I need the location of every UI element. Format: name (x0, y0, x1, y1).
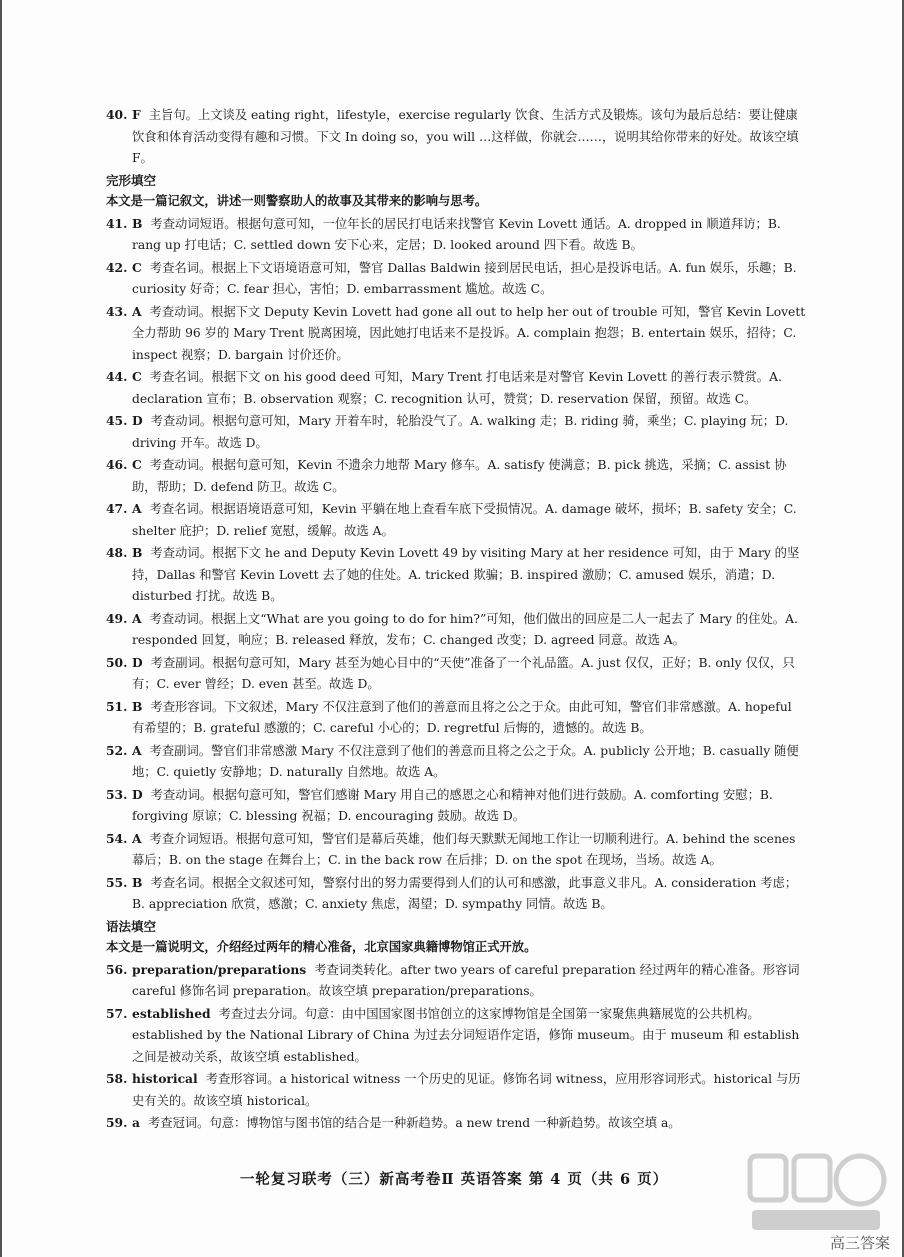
item-body (132, 454, 806, 498)
item-body (132, 696, 806, 740)
answer-content (106, 104, 806, 1135)
item-answer: B (132, 874, 143, 890)
item-number: 51. (106, 698, 128, 714)
item-explanation: 考查名词。根据下文 on his good deed 可知，Mary Trent 打电话来是对警官 Kevin Lovett 的善行表示赞赏。A. declaration 宣布；B. observation 观察；C. recognition 认可，赞赏；D. reservation 保留，预留。故选 C。 (132, 370, 782, 406)
section-title-grammar: 语法填空 (106, 918, 157, 934)
item-answer: historical (132, 1071, 198, 1086)
answer-item (106, 498, 806, 542)
item-body (132, 784, 806, 828)
item-answer: A (132, 610, 142, 626)
item-answer: C (132, 369, 142, 384)
answer-item (106, 366, 806, 410)
item-explanation: 考查动词。根据句意可知，警官们感谢 Mary 用自己的感恩之心和精神对他们进行鼓励。A. comforting 安慰；B. forgiving 原谅；C. blessing 祝福；D. encouraging 鼓励。故选 D。 (132, 787, 773, 823)
item-answer: B (132, 698, 143, 714)
item-body (132, 959, 806, 1003)
item-body (132, 740, 806, 784)
answer-item (106, 608, 806, 652)
item-number: 45. (106, 413, 128, 428)
section-intro-cloze: 本文是一篇记叙文，讲述一则警察助人的故事及其带来的影响与思考。 (106, 194, 488, 208)
item-number: 54. (106, 830, 128, 846)
item-answer: A (132, 303, 142, 319)
item-number: 50. (106, 654, 128, 670)
item-explanation: 考查词类转化。after two years of careful preparation 经过两年的精心准备。形容词 careful 修饰名词 preparation。故该空填 preparation/preparations。 (132, 962, 800, 998)
item-body (132, 366, 806, 410)
item-answer: established (132, 1005, 211, 1021)
item-body (132, 257, 806, 301)
answer-item (106, 1112, 806, 1135)
item-explanation: 考查动词短语。根据句意可知，一位年长的居民打电话来找警官 Kevin Lovett 通话。A. dropped in 顺道拜访；B. rang up 打电话；C. settled down 安下心来，定居；D. looked around 四下看。故选 B。 (132, 216, 781, 252)
watermark-caption: 高三答案 (830, 1234, 891, 1252)
item-body (132, 828, 806, 872)
item-explanation: 考查形容词。下文叙述，Mary 不仅注意到了他们的善意而且将之公之于众。由此可知，警官们非常感激。A. hopeful 有希望的；B. grateful 感激的；C. careful 小心的；D. regretful 后悔的，遗憾的。故选 B。 (132, 699, 792, 735)
item-explanation: 考查过去分词。句意：由中国国家图书馆创立的这家博物馆是全国第一家聚焦典籍展览的公共机构。established by the National Library of China 为过去分词短语作定语，修饰 museum。由于 museum 和 establish 之间是被动关系，故该空填 established。 (132, 1006, 800, 1064)
item-answer: F (132, 107, 141, 122)
item-number: 41. (106, 215, 128, 231)
item-body (132, 301, 806, 367)
item-body (132, 498, 806, 542)
item-body (132, 1112, 806, 1135)
answer-item (106, 652, 806, 696)
answer-list-grammar (106, 959, 806, 1135)
answer-item (106, 784, 806, 828)
answer-item (106, 959, 806, 1003)
answer-item (106, 1068, 806, 1112)
item-answer: A (132, 830, 142, 846)
item-number: 48. (106, 545, 128, 560)
item-number: 49. (106, 610, 128, 626)
answer-item (106, 1003, 806, 1069)
item-explanation: 考查名词。根据语境语意可知，Kevin 平躺在地上查看车底下受损情况。A. damage 破坏，损坏；B. safety 安全；C. shelter 庇护；D. relief 宽慰，缓解。故选 A。 (132, 502, 797, 538)
answer-item (106, 454, 806, 498)
item-explanation: 考查形容词。a historical witness 一个历史的见证。修饰名词 witness，应用形容词形式。historical 与历史有关的。故该空填 historical。 (132, 1072, 801, 1108)
item-explanation: 考查动词。根据句意可知，Kevin 不遗余力地帮 Mary 修车。A. satisfy 使满意；B. pick 挑选，采摘；C. assist 协助，帮助；D. defend 防卫。故选 C。 (132, 458, 787, 494)
answer-item (106, 828, 806, 872)
item-explanation: 考查动词。根据下文 Deputy Kevin Lovett had gone all out to help her out of trouble 可知，警官 Kevin Lovett 全力帮助 96 岁的 Mary Trent 脱离困境，因此她打电话来不是投诉。A. complain 抱怨；B. entertain 娱乐，招待；C. inspect 视察；D. bargain 讨价还价。 (132, 304, 806, 362)
answer-item (106, 872, 806, 916)
item-body (132, 542, 806, 608)
item-number: 56. (106, 961, 128, 977)
answer-item (106, 696, 806, 740)
item-number: 59. (106, 1115, 128, 1130)
item-number: 43. (106, 303, 128, 319)
item-body (132, 410, 806, 454)
answer-item (106, 542, 806, 608)
item-number: 46. (106, 457, 128, 472)
answer-item (106, 740, 806, 784)
item-answer: preparation/preparations (132, 961, 307, 977)
item-answer: A (132, 501, 142, 516)
answer-item (106, 410, 806, 454)
item-answer: a (132, 1115, 140, 1130)
item-answer: D (132, 413, 143, 428)
item-body (132, 652, 806, 696)
item-number: 55. (106, 874, 128, 890)
item-number: 52. (106, 742, 128, 758)
item-number: 57. (106, 1005, 128, 1021)
answer-list-cloze (106, 213, 806, 916)
item-answer: D (132, 654, 143, 670)
item-body (132, 872, 806, 916)
section-intro-grammar: 本文是一篇说明文，介绍经过两年的精心准备，北京国家典籍博物馆正式开放。 (106, 940, 537, 954)
item-explanation: 考查动词。根据下文 he and Deputy Kevin Lovett 49 by visiting Mary at her residence 可知，由于 Mary 的坚持，Dallas 和警官 Kevin Lovett 去了她的住处。A. tricked 欺骗；B. inspired 激励；C. amused 娱乐，消遣；D. disturbed 打扰。故选 B。 (132, 546, 800, 603)
item-explanation: 考查动词。根据句意可知，Mary 开着车时，轮胎没气了。A. walking 走；B. riding 骑，乘坐；C. playing 玩；D. driving 开车。故选 D。 (132, 414, 789, 450)
item-explanation: 考查动词。根据上文“What are you going to do for him?”可知，他们做出的回应是二人一起去了 Mary 的住处。A. responded 回复，响应；B. released 释放，发布；C. changed 改变；D. agreed 同意。故选 A。 (132, 611, 798, 647)
item-explanation: 考查介词短语。根据句意可知，警官们是幕后英雄，他们每天默默无闻地工作让一切顺利进行。A. behind the scenes 幕后；B. on the stage 在舞台上；C. in the back row 在后排；D. on the spot 在现场，当场。故选 A。 (132, 831, 796, 867)
item-body (132, 104, 806, 170)
answer-item (106, 301, 806, 367)
item-number: 42. (106, 259, 128, 275)
item-explanation: 考查副词。根据句意可知，Mary 甚至为她心目中的“天使”准备了一个礼品篮。A. just 仅仅，正好；B. only 仅仅，只有；C. ever 曾经；D. even 甚至。故选 D。 (132, 655, 795, 691)
answer-list-reading (106, 104, 806, 170)
item-explanation: 主旨句。上文谈及 eating right，lifestyle，exercise regularly 饮食、生活方式及锻炼。该句为最后总结：要让健康饮食和体育活动变得有趣和习惯。下文 In doing so，you will …这样做，你就会……，说明其给你带来的好处。故该空填 F。 (132, 108, 799, 165)
item-body (132, 608, 806, 652)
item-number: 58. (106, 1071, 128, 1086)
item-body (132, 213, 806, 257)
item-number: 47. (106, 501, 128, 516)
item-explanation: 考查名词。根据上下文语境语意可知，警官 Dallas Baldwin 接到居民电话，担心是投诉电话。A. fun 娱乐，乐趣；B. curiosity 好奇；C. fear 担心，害怕；D. embarrassment 尴尬。故选 C。 (132, 260, 797, 296)
section-title-cloze: 完形填空 (106, 172, 157, 188)
item-answer: B (132, 215, 143, 231)
item-answer: D (132, 786, 143, 802)
answer-item (106, 104, 806, 170)
item-number: 44. (106, 369, 128, 384)
item-explanation: 考查名词。根据全文叙述可知，警察付出的努力需要得到人们的认可和感激，此事意义非凡。A. consideration 考虑；B. appreciation 欣赏，感激；C. anxiety 焦虑，渴望；D. sympathy 同情。故选 B。 (132, 875, 798, 911)
item-number: 40. (106, 107, 128, 122)
page-footer: 一轮复习联考（三）新高考卷Ⅱ 英语答案 第 4 页（共 6 页） (239, 1171, 669, 1188)
item-answer: B (132, 545, 143, 560)
item-explanation: 考查冠词。句意：博物馆与图书馆的结合是一种新趋势。a new trend 一种新趋势。故该空填 a。 (147, 1116, 681, 1130)
item-answer: A (132, 742, 142, 758)
answer-item (106, 257, 806, 301)
item-answer: C (132, 259, 142, 275)
item-body (132, 1003, 806, 1069)
item-explanation: 考查副词。警官们非常感激 Mary 不仅注意到了他们的善意而且将之公之于众。A. publicly 公开地；B. casually 随便地；C. quietly 安静地；D. naturally 自然地。故选 A。 (132, 743, 799, 779)
item-number: 53. (106, 786, 128, 802)
answer-item (106, 213, 806, 257)
item-body (132, 1068, 806, 1112)
item-answer: C (132, 457, 142, 472)
